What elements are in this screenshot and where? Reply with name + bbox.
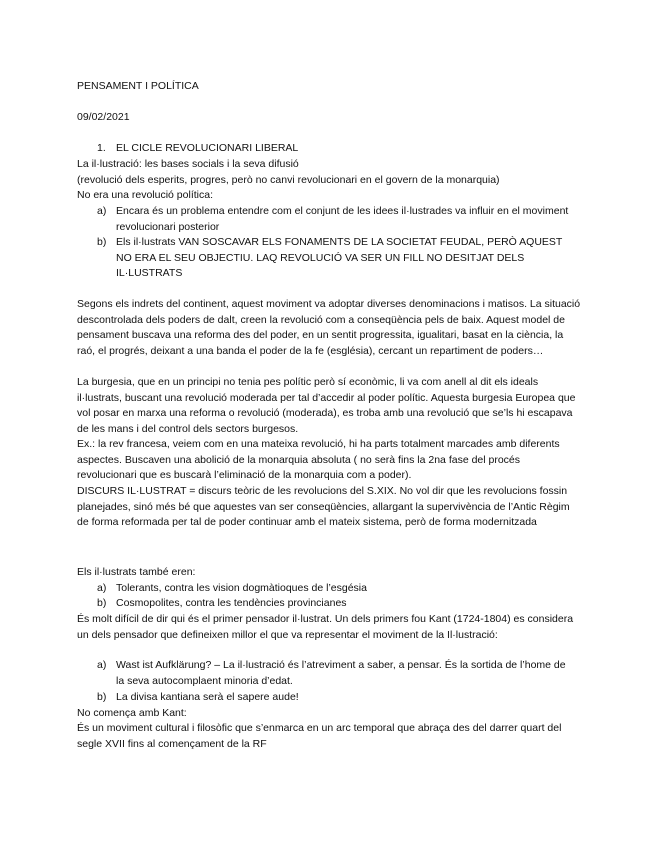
list-item: La divisa kantiana serà el sapere aude! [116, 691, 299, 703]
section-heading: EL CICLE REVOLUCIONARI LIBERAL [116, 142, 299, 154]
list-marker: a) [97, 582, 107, 594]
list-marker: b) [97, 236, 107, 248]
list-marker: b) [97, 691, 107, 703]
list-marker: a) [97, 205, 107, 217]
paragraph: Segons els indrets del continent, aquest moviment va adoptar diverses denominacions i matisos. La situació descontrolada dels poders de dalt, creen la revolució com a conseqüència pels de baix. Aquest model de pensament buscava una reforma des del poder, en un sentit progressita, igualitari, basat en la ciència, la raó, el progrés, deixant a una banda el poder de la fe (església), cercant un repartiment de poders… [77, 298, 581, 357]
paragraph: La burgesia, que en un principi no tenia pes polític però sí econòmic, li va com anell al dit els ideals il·lustrats, buscant una revolució moderada per tal d’accedir al poder polític. Aquesta burgesia Europea que vol posar en marxa una reforma o revolució (moderada), es troba amb una revolució que se’ls hi escapava de les mans i del control dels sectors burgesos. [77, 376, 576, 435]
paragraph: DISCURS IL·LUSTRAT = discurs teòric de les revolucions del S.XIX. No vol dir que les revolucions fossin planejades, sinó més bé que aquestes van ser conseqüències, allargant la supervivència de l’Antic Règim de forma reformada per tal de poder continuar amb el mateix sistema, però de forma modernitzada [77, 485, 570, 529]
closing-line-1: No comença amb Kant: [77, 707, 187, 719]
doc-title: PENSAMENT I POLÍTICA [77, 80, 199, 92]
list-marker: a) [97, 659, 107, 671]
paragraph: És molt difícil de dir qui és el primer pensador il·lustrat. Un dels primers fou Kant (1724-1804) es considera un dels pensador que defineixen millor el que va representar el moviment de la Il·lustració: [77, 613, 574, 641]
doc-date: 09/02/2021 [77, 111, 130, 123]
intro-line-2: (revolució dels esperits, progres, però no canvi revolucionari en el govern de la monarquia) [77, 174, 500, 186]
intro-line-1: La il·lustració: les bases socials i la seva difusió [77, 158, 299, 170]
list-item: Tolerants, contra les vision dogmàtioques de l’esgésia [116, 582, 367, 594]
list-item: Els il·lustrats VAN SOSCAVAR ELS FONAMENTS DE LA SOCIETAT FEUDAL, PERÒ AQUEST NO ERA EL SEU OBJECTIU. LAQ REVOLUCIÓ VA SER UN FILL NO DESITJAT DELS IL·LUSTRATS [116, 236, 563, 280]
closing-paragraph: És un moviment cultural i filosòfic que s’enmarca en un arc temporal que abraça des del darrer quart del segle XVII fins al començament de la RF [77, 722, 562, 750]
list-label: Els il·lustrats també eren: [77, 566, 196, 578]
list-item: Cosmopolites, contra les tendències provincianes [116, 597, 347, 609]
intro-line-3: No era una revolució política: [77, 189, 213, 201]
list-marker: b) [97, 597, 107, 609]
list-item: Wast ist Aufklärung? – La il·lustració és l’atreviment a saber, a pensar. És la sortida de l’home de la seva autocomplaent minoria d’edat. [116, 659, 566, 687]
paragraph: Ex.: la rev francesa, veiem com en una mateixa revolució, hi ha parts totalment marcades amb diferents aspectes. Buscaven una abolició de la monarquia absoluta ( no serà fins la 2na fase del procés revolucionari que es buscarà l’eliminació de la monarquia com a poder). [77, 438, 560, 482]
list-item: Encara és un problema entendre com el conjunt de les idees il·lustrades va influir en el moviment revolucionari posterior [116, 205, 569, 233]
section-number: 1. [97, 142, 106, 154]
